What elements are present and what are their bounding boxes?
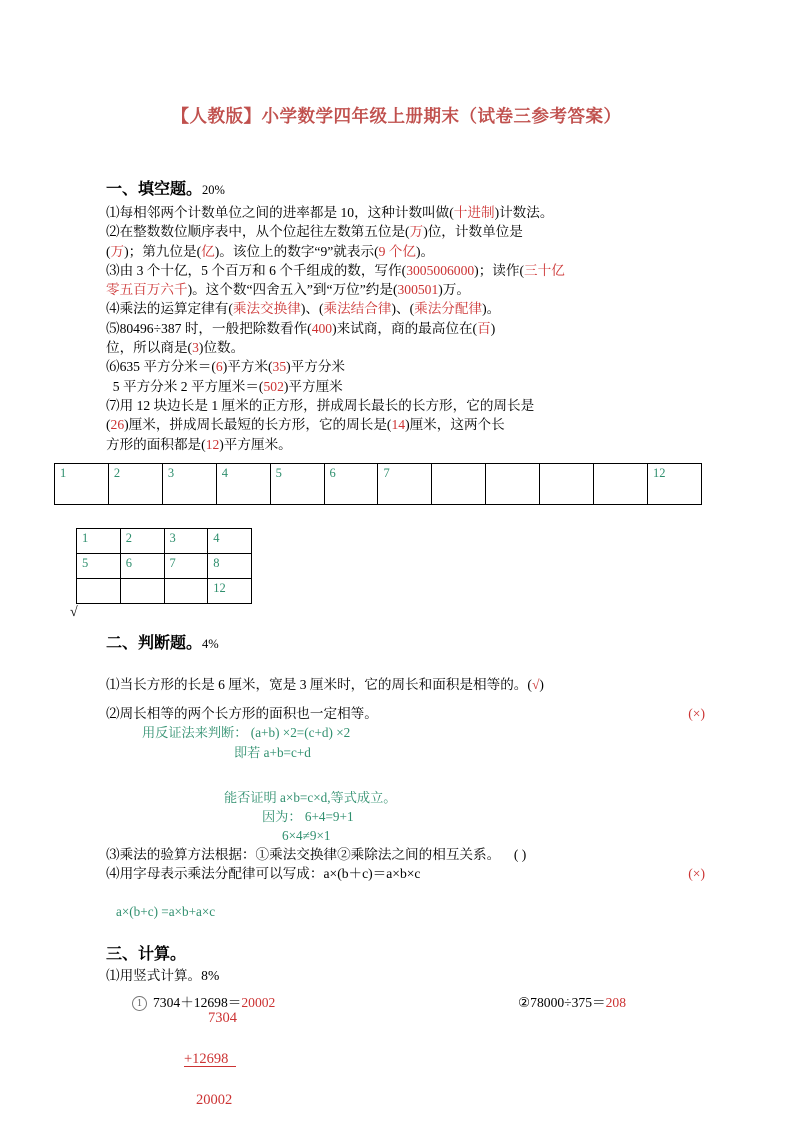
q1-6-l2-pre: 5 平方分米 2 平方厘米＝( <box>112 378 264 394</box>
q1-7-l2-post: )厘米，这两个长 <box>405 417 505 433</box>
grid-cell: 8 <box>208 553 252 578</box>
q2-3-text: ⑶乘法的验算方法根据：①乘法交换律②乘除法之间的相互关系。 <box>106 847 501 863</box>
section-3-sub-1 <box>106 966 705 985</box>
q1-3-answer-2: 三十亿 <box>524 262 565 278</box>
table-row <box>77 528 252 553</box>
q1-3-l2-post: )万。 <box>438 282 470 298</box>
q1-5-mid: )来试商，商的最高位在( <box>332 320 478 336</box>
table-row <box>77 578 252 603</box>
calculation-2-result: 208 <box>605 995 627 1011</box>
grid-cell: 5 <box>270 463 324 504</box>
section-2-heading <box>106 630 705 653</box>
question-1-1 <box>106 203 705 222</box>
grid-cell: 3 <box>164 528 208 553</box>
calculation-1-result: 20002 <box>241 995 276 1011</box>
q1-4-post: )。 <box>482 301 501 317</box>
note-distributive-law: a×(b+c) =a×b+a×c <box>116 903 216 919</box>
grid-cell: 7 <box>164 553 208 578</box>
q1-7-answer-2: 14 <box>391 417 406 433</box>
note-proof-line-5: 6×4≠9×1 <box>282 828 331 844</box>
wide-rectangle-grid <box>54 463 702 505</box>
grid-cell <box>77 578 121 603</box>
grid-cell: 7 <box>378 463 432 504</box>
question-1-4 <box>106 299 705 318</box>
calculation-1-expression: 7304＋12698＝ <box>153 995 242 1011</box>
q2-1-text: ⑴当长方形的长是 6 厘米，宽是 3 厘米时，它的周长和面积是相等的。( <box>106 676 532 692</box>
q1-7-l1: ⑺用 12 块边长是 1 厘米的正方形，拼成周长最长的长方形，它的周长是 <box>106 397 535 413</box>
q1-4-pre: ⑷乘法的运算定律有( <box>106 301 233 317</box>
q2-2-mark: (×) <box>688 706 705 722</box>
q1-1-pre: ⑴每相邻两个计数单位之间的进率都是 10，这种计数叫做( <box>106 205 454 220</box>
grid-cell: 6 <box>324 463 378 504</box>
q1-5-l2-pre: 位，所以商是( <box>106 340 193 356</box>
q1-6-l2-post: )平方厘米 <box>283 378 343 394</box>
question-1-2 <box>106 222 705 261</box>
q1-7-l3-pre: 方形的面积都是( <box>106 436 206 452</box>
grid-cell: 2 <box>120 528 164 553</box>
q1-3-l2-mid: )。这个数“四舍五入”到“万位”约是( <box>187 282 398 298</box>
vertical-addend-1: 7304 <box>208 1010 237 1027</box>
question-1-6 <box>106 357 705 396</box>
section-3-sub-1-label: ⑴用竖式计算。 <box>106 967 202 983</box>
q1-2-l2-mid2: )。该位上的数字“9”就表示( <box>214 243 379 259</box>
q1-6-answer-1: 6 <box>215 359 223 375</box>
note-proof-line-1: 用反证法来判断： (a+b) ×2=(c+d) ×2 <box>142 725 351 741</box>
q2-3-mark: ( ) <box>513 847 527 863</box>
q2-4-mark: (×) <box>688 866 705 882</box>
q1-6-answer-3: 502 <box>263 378 284 394</box>
calculation-2-expression: ②78000÷375＝ <box>518 995 606 1011</box>
calculation-row <box>106 991 705 1011</box>
q1-7-l2-pre: ( <box>106 417 111 433</box>
grid-cell <box>594 463 648 504</box>
section-1-heading <box>106 176 705 199</box>
grid-cell: 1 <box>55 463 109 504</box>
q1-5-answer-1: 400 <box>311 320 333 336</box>
q1-3-answer-3: 300501 <box>397 282 439 298</box>
q1-2-answer-3: 亿 <box>201 243 215 259</box>
q1-6-pre: ⑹635 平方分米＝( <box>106 359 216 375</box>
q2-4-text: ⑷用字母表示乘法分配律可以写成：a×(b＋c)＝a×b×c <box>106 866 421 882</box>
q1-3-pre: ⑶由 3 个十亿，5 个百万和 6 个千组成的数，写作( <box>106 262 407 278</box>
grid-cell <box>486 463 540 504</box>
q1-7-answer-3: 12 <box>205 436 220 452</box>
q1-2-pre: ⑵在整数数位顺序表中，从个位起往左数第五位是( <box>106 224 410 240</box>
q1-7-answer-1: 26 <box>110 417 125 433</box>
q1-4-answer-1: 乘法交换律 <box>232 301 301 317</box>
section-3-heading: 三、计算。 <box>106 945 187 963</box>
vertical-sum: 20002 <box>196 1092 233 1109</box>
q1-1-answer: 十进制 <box>453 205 495 220</box>
q1-6-l1-post: )平方分米 <box>286 359 346 375</box>
q1-5-pre: ⑸80496÷387 时，一般把除数看作( <box>106 320 312 336</box>
q1-7-l3-post: )平方厘米。 <box>219 436 292 452</box>
document-body <box>48 176 745 1108</box>
q1-4-answer-3: 乘法分配律 <box>414 301 483 317</box>
grid-cell: 12 <box>208 578 252 603</box>
q1-4-mid1: )、( <box>300 301 324 317</box>
q1-5-answer-3: 3 <box>192 340 199 356</box>
q1-1-post: )计数法。 <box>494 205 554 220</box>
grid-cell <box>164 578 208 603</box>
q1-4-mid2: )、( <box>391 301 415 317</box>
grid-cell <box>540 463 594 504</box>
section-1-title: 一、填空题。 <box>106 181 203 198</box>
q1-7-l2-mid: )厘米，拼成周长最短的长方形，它的周长是( <box>124 417 392 433</box>
small-rectangle-grid <box>76 528 252 604</box>
section-1-percent: 20% <box>202 183 225 197</box>
note-proof-line-3: 能否证明 a×b=c×d,等式成立。 <box>224 789 397 805</box>
q1-2-l2-post: )。 <box>416 243 435 259</box>
question-2-4 <box>106 864 705 883</box>
checkmark-icon: √ <box>70 604 78 620</box>
grid-cell: 1 <box>77 528 121 553</box>
q1-2-answer-4: 9 个亿 <box>378 243 416 259</box>
calculation-2 <box>518 991 626 1011</box>
q1-2-mid: )位，计数单位是 <box>423 224 523 240</box>
grid-cell <box>120 578 164 603</box>
q2-2-text: ⑵周长相等的两个长方形的面积也一定相等。 <box>106 706 378 722</box>
grid-cell: 6 <box>120 553 164 578</box>
q1-5-l2-post: )位数。 <box>198 340 245 356</box>
grid-cell: 12 <box>647 463 701 504</box>
question-1-5 <box>106 319 705 358</box>
q1-3-answer-2b: 零五百万六千 <box>106 282 188 298</box>
grid-cell: 4 <box>208 528 252 553</box>
vertical-addend-2: +12698 <box>184 1052 236 1068</box>
q1-6-answer-2: 35 <box>272 359 287 375</box>
q2-1-mark: √ <box>531 676 540 692</box>
grid-cell: 2 <box>108 463 162 504</box>
q1-3-answer-1: 3005006000 <box>406 262 475 278</box>
q2-1-close: ) <box>539 676 544 692</box>
table-row <box>55 463 702 504</box>
calculation-1-number: 1 <box>132 996 147 1011</box>
section-2-percent: 4% <box>202 636 219 651</box>
section-3-sub-1-percent: 8% <box>201 967 220 983</box>
question-2-1 <box>106 675 705 694</box>
note-proof-line-4: 因为： 6+4=9+1 <box>262 808 354 824</box>
q1-6-mid: )平方米( <box>222 359 273 375</box>
q1-4-answer-2: 乘法结合律 <box>323 301 392 317</box>
grid-cell <box>432 463 486 504</box>
section-2-title: 二、判断题。 <box>106 634 203 652</box>
question-1-7 <box>106 396 705 454</box>
grid-cell: 3 <box>162 463 216 504</box>
question-2-2 <box>106 704 705 723</box>
question-2-3 <box>106 845 705 864</box>
calculation-1 <box>132 991 275 1011</box>
q1-2-answer-1: 万 <box>409 224 424 240</box>
grid-cell: 5 <box>77 553 121 578</box>
table-row <box>77 553 252 578</box>
q1-5-answer-2: 百 <box>477 320 491 336</box>
note-proof-line-2: 即若 a+b=c+d <box>234 744 311 760</box>
q1-3-mid: )；读作( <box>474 262 525 278</box>
q1-2-answer-2: 万 <box>110 243 125 259</box>
grid-cell: 4 <box>216 463 270 504</box>
page-title: 【人教版】小学数学四年级上册期末（试卷三参考答案） <box>171 106 622 126</box>
q1-2-l2-pre: ( <box>106 243 111 259</box>
vertical-addition <box>184 1011 705 1108</box>
q1-2-l2-mid1: )；第九位是( <box>124 243 202 259</box>
q1-5-l1-post: ) <box>490 320 496 336</box>
question-1-3 <box>106 261 705 300</box>
